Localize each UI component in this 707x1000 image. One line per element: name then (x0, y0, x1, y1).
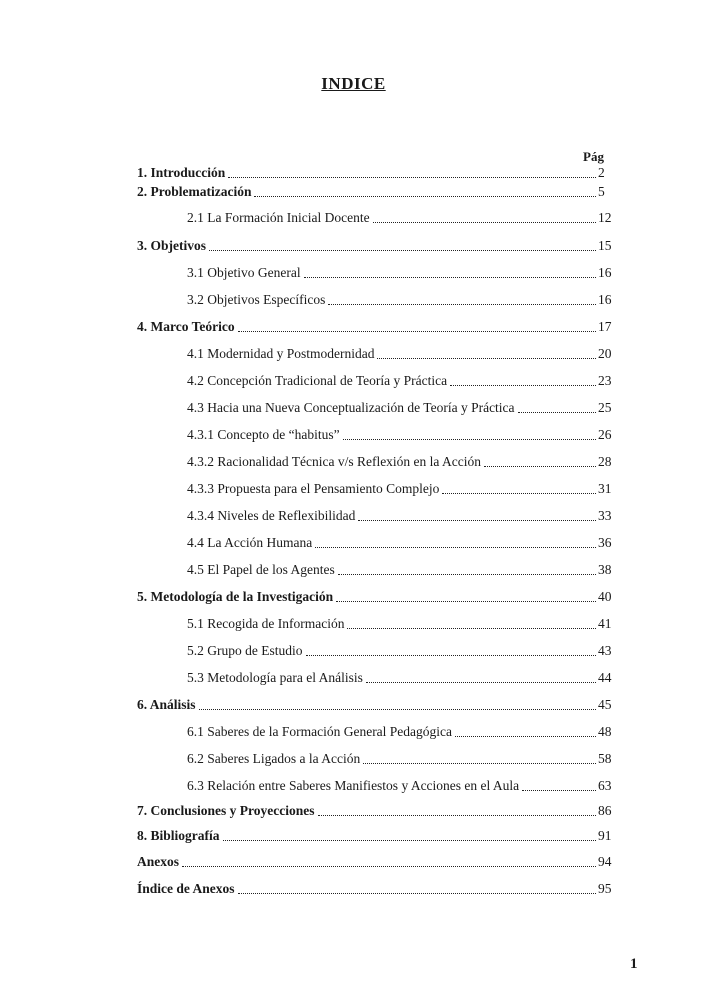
toc-entry-page: 44 (598, 670, 612, 685)
toc-entry-page: 20 (598, 346, 612, 361)
toc-entry-label: 4.1 Modernidad y Postmodernidad (187, 346, 375, 361)
dot-leader (315, 546, 596, 548)
toc-entry-page: 17 (598, 319, 612, 334)
toc-entry-label: 5. Metodología de la Investigación (137, 589, 334, 604)
dot-leader (338, 573, 596, 575)
dot-leader (328, 303, 596, 305)
toc-entry-label: 4.3 Hacia una Nueva Conceptualización de Teoría y Práctica (187, 400, 515, 415)
toc-entry (187, 208, 612, 226)
dot-leader (377, 357, 596, 359)
toc-entry-page: 2 (598, 165, 605, 180)
toc-entry (187, 371, 612, 389)
toc-entry-page: 58 (598, 751, 612, 766)
dot-leader (522, 789, 596, 791)
dot-leader (518, 411, 596, 413)
toc-entry-label: Anexos (137, 854, 180, 869)
toc-entry-page: 91 (598, 828, 612, 843)
toc-entry (187, 479, 612, 497)
toc-entry (187, 344, 612, 362)
toc-entry (137, 236, 612, 254)
dot-leader (318, 814, 597, 816)
toc-entry (187, 398, 612, 416)
toc-entry-page: 63 (598, 778, 612, 793)
toc-entry (187, 668, 612, 686)
toc-entry-label: 8. Bibliografía (137, 828, 220, 843)
toc-entry-label: 4.3.3 Propuesta para el Pensamiento Complejo (187, 481, 440, 496)
toc-entry (187, 749, 612, 767)
toc-entry-page: 33 (598, 508, 612, 523)
dot-leader (484, 465, 596, 467)
toc-entry (137, 801, 612, 819)
toc-entry-label: 4.2 Concepción Tradicional de Teoría y Práctica (187, 373, 448, 388)
page-title: INDICE (321, 74, 386, 93)
toc-entry (137, 826, 612, 844)
toc-entry-label: 4.4 La Acción Humana (187, 535, 313, 550)
toc-entry-label: 1. Introducción (137, 165, 226, 180)
toc-entry-page: 26 (598, 427, 612, 442)
dot-leader (373, 221, 596, 223)
toc-entry-page: 40 (598, 589, 612, 604)
toc-entry (187, 452, 612, 470)
toc-entry-label: 4.3.2 Racionalidad Técnica v/s Reflexión en la Acción (187, 454, 482, 469)
toc-entry-page: 41 (598, 616, 612, 631)
toc-entry (137, 879, 612, 897)
dot-leader (306, 654, 597, 656)
toc-entry-page: 16 (598, 265, 612, 280)
toc-entry (137, 695, 612, 713)
toc-entry-page: 15 (598, 238, 612, 253)
toc-entry-page: 12 (598, 210, 612, 225)
toc-entry (187, 722, 612, 740)
toc-entry-page: 5 (598, 184, 605, 199)
toc-entry (187, 263, 612, 281)
toc-entry-label: 3. Objetivos (137, 238, 206, 253)
toc-entry-page: 43 (598, 643, 612, 658)
toc-entry-label: 3.1 Objetivo General (187, 265, 301, 280)
toc-entry (187, 533, 612, 551)
toc-entry-label: 6.1 Saberes de la Formación General Pedagógica (187, 724, 453, 739)
toc-entry-page: 94 (598, 854, 612, 869)
page-column-label: Pág (583, 149, 604, 164)
dot-leader (358, 519, 596, 521)
toc-entry-page: 23 (598, 373, 612, 388)
toc-entry (187, 614, 612, 632)
toc-entry (187, 290, 612, 308)
dot-leader (363, 762, 596, 764)
toc-entry-page: 48 (598, 724, 612, 739)
toc-entry-label: Índice de Anexos (137, 881, 235, 896)
toc-entry-label: 3.2 Objetivos Específicos (187, 292, 326, 307)
toc-entry (137, 852, 612, 870)
dot-leader (254, 195, 596, 197)
toc-entry-label: 5.3 Metodología para el Análisis (187, 670, 363, 685)
toc-entry (187, 560, 612, 578)
toc-entry-label: 5.2 Grupo de Estudio (187, 643, 303, 658)
toc-entry-label: 7. Conclusiones y Proyecciones (137, 803, 315, 818)
toc-entry-page: 86 (598, 803, 612, 818)
toc-entry-label: 6. Análisis (137, 697, 196, 712)
toc-entry (137, 587, 612, 605)
toc-entry (137, 163, 612, 181)
toc-entry-label: 2. Problematización (137, 184, 252, 199)
dot-leader (366, 681, 596, 683)
dot-leader (347, 627, 596, 629)
dot-leader (336, 600, 596, 602)
toc-entry-label: 2.1 La Formación Inicial Docente (187, 210, 370, 225)
dot-leader (442, 492, 596, 494)
toc-entry-page: 36 (598, 535, 612, 550)
toc-entry (187, 641, 612, 659)
toc-entry-page: 28 (598, 454, 612, 469)
toc-entry-page: 31 (598, 481, 612, 496)
toc-entry-label: 4.5 El Papel de los Agentes (187, 562, 335, 577)
toc-entry-label: 6.3 Relación entre Saberes Manifiestos y Acciones en el Aula (187, 778, 520, 793)
dot-leader (182, 865, 596, 867)
toc-entry-page: 38 (598, 562, 612, 577)
toc-entry-label: 4.3.1 Concepto de “habitus” (187, 427, 340, 442)
toc-entry (187, 425, 612, 443)
toc-entry-label: 5.1 Recogida de Información (187, 616, 345, 631)
dot-leader (238, 330, 596, 332)
toc-entry (187, 776, 612, 794)
dot-leader (228, 176, 596, 178)
dot-leader (223, 839, 596, 841)
dot-leader (343, 438, 596, 440)
toc-entry (137, 182, 612, 200)
toc-entry (187, 506, 612, 524)
dot-leader (238, 892, 596, 894)
toc-entry-label: 4.3.4 Niveles de Reflexibilidad (187, 508, 356, 523)
dot-leader (455, 735, 596, 737)
dot-leader (304, 276, 596, 278)
toc-entry-label: 6.2 Saberes Ligados a la Acción (187, 751, 361, 766)
toc-entry-page: 25 (598, 400, 612, 415)
dot-leader (199, 708, 596, 710)
toc-entry-page: 16 (598, 292, 612, 307)
toc-entry (137, 317, 612, 335)
toc-entry-page: 95 (598, 881, 612, 896)
toc-entry-label: 4. Marco Teórico (137, 319, 235, 334)
toc-entry-page: 45 (598, 697, 612, 712)
page-number: 1 (630, 956, 638, 972)
dot-leader (450, 384, 596, 386)
dot-leader (209, 249, 596, 251)
